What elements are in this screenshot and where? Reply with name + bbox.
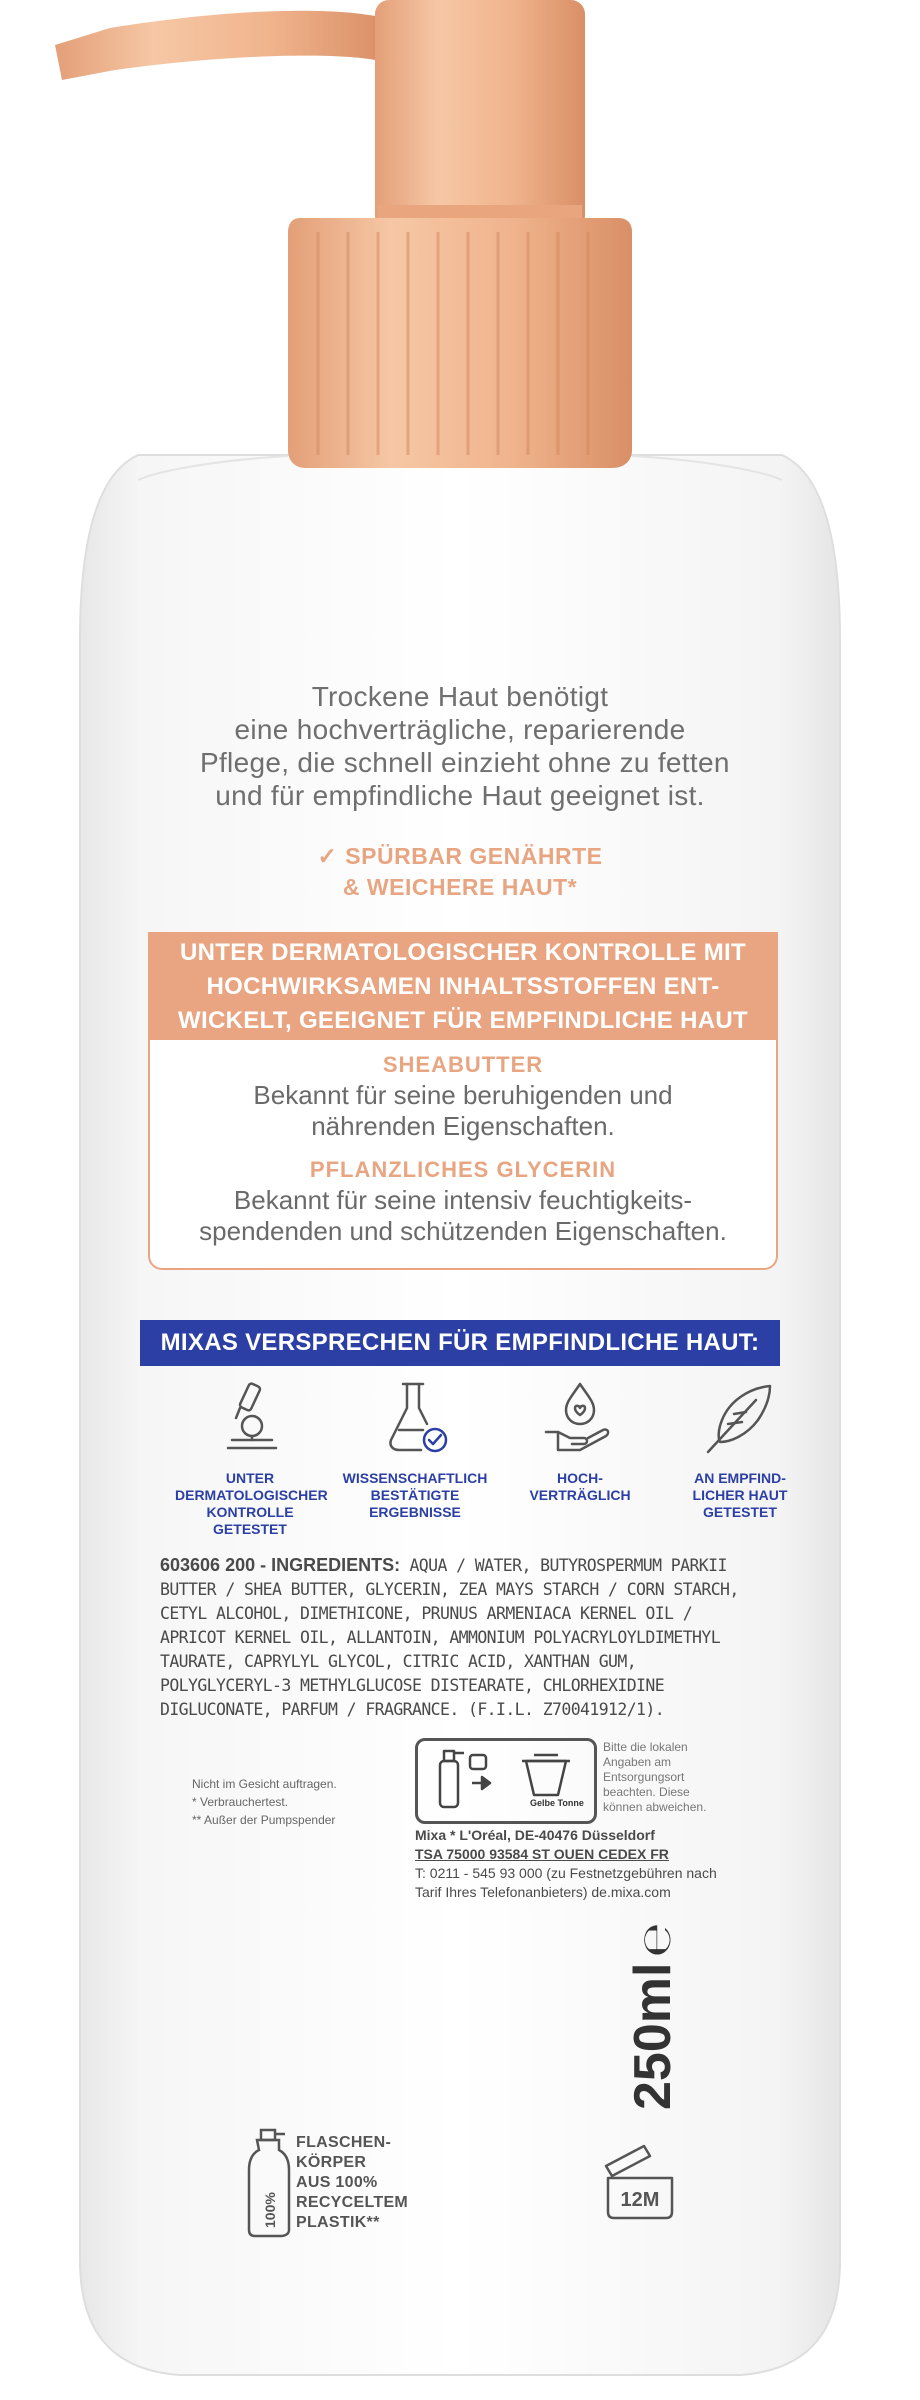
ingredients-list: 603606 200 - INGREDIENTS: AQUA / WATER, BUTYROSPERMUM PARKII BUTTER / SHEA BUTTER, GLYCERIN, ZEA MAYS STARCH / CORN STARCH, CETYL ALCOHOL, DIMETHICONE, PRUNUS ARMENIACA KERNEL OIL / APRICOT KERNEL OIL, ALLANTOIN, AMMONIUM POLYACRYLOYLDIMETHYL TAURATE, CAPRYLYL GLYCOL, CITRIC ACID, XANTHAN GUM, POLYGLYCERYL-3 METHYLGLUCOSE DISTEARATE, CHLORHEXIDINE DIGLUCONATE, PARFUM / FRAGRANCE. (F.I.L. Z70041912/1). — [160, 1555, 739, 1719]
hand-drop-icon — [540, 1378, 620, 1458]
estimated-sign-icon: ℮ — [634, 1922, 680, 1957]
derma-control-header: UNTER DERMATOLOGISCHER KONTROLLE MIT HOCHWIRKSAMEN INHALTSSTOFFEN ENT- WICKELT, GEEIGNET FÜR EMPFINDLICHE HAUT — [148, 932, 778, 1044]
pump-collar — [288, 218, 632, 468]
bottle-to-bin-icon — [418, 1741, 594, 1821]
manufacturer-address: Mixa * L'Oréal, DE-40476 Düsseldorf TSA 75000 93584 ST OUEN CEDEX FR T: 0211 - 545 93 000 (zu Festnetzgebühren nach Tarif Ihres Telefonanbieters) de.mixa.com — [415, 1827, 717, 1900]
promise-title: MIXAS VERSPRECHEN FÜR EMPFINDLICHE HAUT: — [140, 1320, 780, 1366]
ingredient-desc-glycerin: Bekannt für seine intensiv feuchtigkeits- spendenden und schützenden Eigenschaften. — [199, 1185, 727, 1246]
promise-label-tolerance: HOCH- VERTRÄGLICH — [529, 1470, 631, 1503]
check-icon: ✓ — [317, 843, 338, 869]
promise-label-derma: UNTER DERMATOLOGISCHER KONTROLLE GETESTET — [175, 1470, 328, 1537]
promise-label-science: WISSENSCHAFTLICH BESTÄTIGTE ERGEBNISSE — [342, 1470, 488, 1520]
pao-label: 12M — [620, 2189, 660, 2211]
svg-text:100%: 100% — [262, 2192, 278, 2228]
ingredient-title-shea: SHEABUTTER — [382, 1052, 544, 1077]
intro-text: Trockene Haut benötigt eine hochverträgliche, reparierende Pflege, die schnell einzieht ohne zu fetten und für empfindliche Haut geeignet ist. — [200, 681, 730, 811]
recycled-plastic-text: FLASCHEN- KÖRPER AUS 100% RECYCELTEM PLASTIK** — [296, 2134, 409, 2231]
volume-label — [608, 1905, 694, 2115]
disposal-note: Bitte die lokalen Angaben am Entsorgungsort beachten. Diese können abweichen. — [603, 1740, 707, 1814]
open-jar-pao-icon — [600, 2140, 680, 2220]
pump-stem — [375, 0, 585, 230]
benefit-claim: ✓ SPÜRBAR GENÄHRTE & WEICHERE HAUT* — [317, 843, 603, 900]
yellow-bin-label: Gelbe Tonne — [530, 1798, 584, 1808]
volume-value: 250ml — [624, 1962, 682, 2110]
feather-icon — [700, 1378, 780, 1458]
promise-label-sensitive: AN EMPFIND- LICHER HAUT GETESTET — [692, 1470, 788, 1520]
flask-check-icon — [375, 1378, 455, 1458]
disposal-pictogram — [415, 1738, 597, 1824]
usage-notes: Nicht im Gesicht auftragen. * Verbrauchertest. ** Außer der Pumpspender — [192, 1777, 337, 1827]
microscope-icon — [210, 1378, 290, 1458]
ingredient-title-glycerin: PFLANZLICHES GLYCERIN — [309, 1157, 617, 1182]
recycled-bottle-icon — [245, 2128, 293, 2238]
pump-nozzle — [55, 11, 385, 100]
ingredient-desc-shea: Bekannt für seine beruhigenden und nährenden Eigenschaften. — [253, 1080, 673, 1141]
